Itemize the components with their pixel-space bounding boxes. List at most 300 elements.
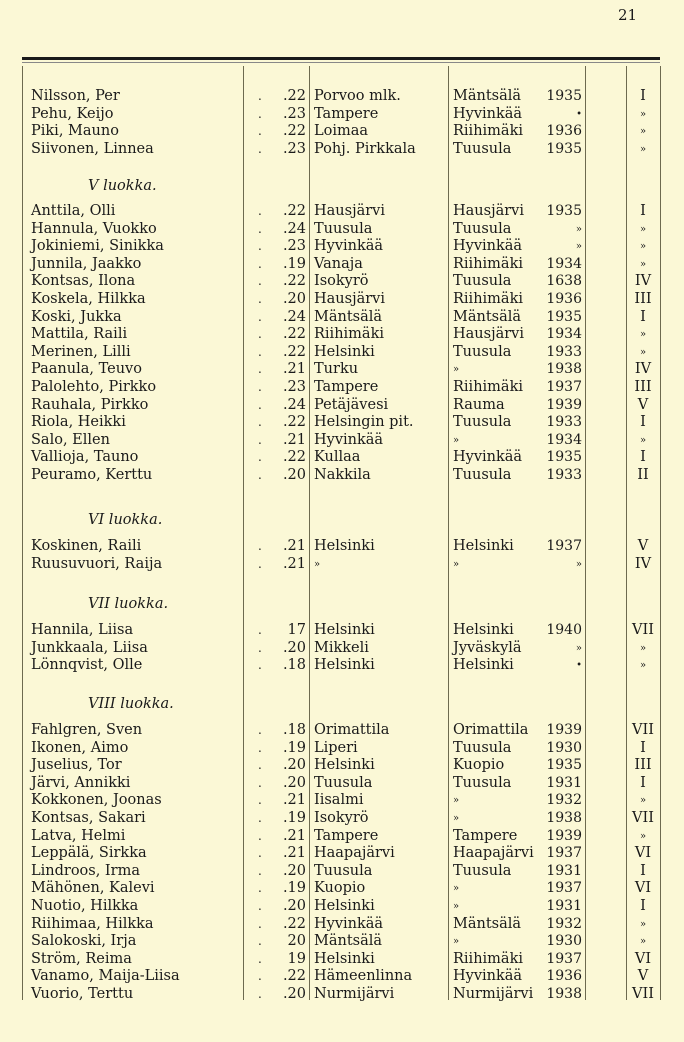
age-cell: .20 bbox=[282, 898, 306, 914]
leader-dot: . bbox=[258, 758, 262, 773]
residence-cell: Tuusula bbox=[453, 273, 512, 290]
residence-cell: » bbox=[453, 364, 460, 376]
age-cell: .23 bbox=[282, 379, 306, 395]
year-cell: 1935 bbox=[546, 757, 582, 774]
year-cell: 1937 bbox=[546, 845, 582, 862]
year-cell: 1931 bbox=[546, 862, 582, 879]
class-cell: I bbox=[640, 449, 646, 466]
birthplace-cell: Helsinki bbox=[314, 622, 375, 638]
leader-dot: . bbox=[258, 987, 262, 1001]
age-cell: .20 bbox=[282, 986, 306, 1002]
age-cell: .21 bbox=[282, 827, 306, 844]
leader-dot: . bbox=[258, 740, 262, 755]
class-cell: » bbox=[639, 126, 647, 138]
class-cell: I bbox=[640, 862, 646, 879]
year-cell: » bbox=[575, 241, 582, 253]
residence-cell: Kuopio bbox=[453, 757, 505, 774]
birthplace-cell: Porvoo mlk. bbox=[314, 88, 401, 104]
section-heading: V luokka. bbox=[88, 178, 157, 194]
birthplace-cell: Hyvinkää bbox=[314, 238, 384, 255]
birthplace-cell: Vanaja bbox=[314, 255, 363, 272]
class-cell: II bbox=[637, 467, 649, 483]
class-cell: III bbox=[634, 291, 652, 307]
leader-dot: . bbox=[258, 106, 262, 121]
table-row bbox=[0, 309, 684, 326]
table-row bbox=[0, 344, 684, 361]
year-cell: » bbox=[575, 558, 582, 570]
birthplace-cell: Helsingin pit. bbox=[314, 414, 414, 431]
leader-dot: . bbox=[258, 916, 262, 931]
table-row bbox=[0, 951, 684, 968]
leader-dot: . bbox=[258, 141, 262, 156]
class-cell: I bbox=[640, 414, 646, 431]
age-cell: .22 bbox=[282, 326, 306, 343]
name-cell: Lönnqvist, Olle bbox=[31, 657, 143, 674]
name-cell: Salo, Ellen bbox=[31, 431, 110, 448]
age-cell: .22 bbox=[282, 203, 306, 219]
residence-cell: Helsinki bbox=[453, 622, 514, 638]
name-cell: Juselius, Tor bbox=[31, 757, 122, 774]
class-cell: V bbox=[637, 968, 649, 985]
table-row bbox=[0, 467, 684, 484]
table-row bbox=[0, 622, 684, 639]
age-cell: .24 bbox=[282, 220, 306, 237]
year-cell: 1939 bbox=[546, 396, 582, 413]
class-cell: » bbox=[639, 918, 647, 930]
year-cell: 1935 bbox=[546, 308, 582, 325]
table-row bbox=[0, 968, 684, 985]
name-cell: Rauhala, Pirkko bbox=[31, 396, 149, 413]
name-cell: Ikonen, Aimo bbox=[31, 739, 129, 756]
age-cell: .20 bbox=[282, 639, 306, 656]
birthplace-cell: Helsinki bbox=[314, 343, 375, 360]
class-cell: » bbox=[639, 258, 647, 270]
year-cell: 1937 bbox=[546, 379, 582, 395]
age-cell: .24 bbox=[282, 396, 306, 413]
age-cell: .19 bbox=[282, 880, 306, 897]
name-cell: Järvi, Annikki bbox=[31, 774, 131, 791]
leader-dot: . bbox=[258, 415, 262, 430]
age-cell: .18 bbox=[282, 722, 306, 738]
name-cell: Anttila, Olli bbox=[31, 203, 116, 219]
residence-cell: Hyvinkää bbox=[453, 968, 523, 985]
birthplace-cell: Helsinki bbox=[314, 898, 375, 914]
class-cell: » bbox=[639, 329, 647, 341]
age-cell: .22 bbox=[282, 449, 306, 466]
birthplace-cell: Helsinki bbox=[314, 757, 375, 774]
birthplace-cell: Hyvinkää bbox=[314, 915, 384, 932]
birthplace-cell: » bbox=[314, 558, 321, 570]
table-row bbox=[0, 238, 684, 255]
birthplace-cell: Tuusula bbox=[314, 774, 373, 791]
birthplace-cell: Isokyrö bbox=[314, 810, 369, 826]
table-row bbox=[0, 880, 684, 897]
name-cell: Nilsson, Per bbox=[31, 88, 120, 104]
birthplace-cell: Nurmijärvi bbox=[314, 986, 395, 1002]
table-row bbox=[0, 828, 684, 845]
age-cell: .22 bbox=[282, 273, 306, 290]
year-cell: 1937 bbox=[546, 950, 582, 967]
table-row bbox=[0, 898, 684, 915]
leader-dot: . bbox=[258, 723, 262, 737]
table-row bbox=[0, 256, 684, 273]
table-row bbox=[0, 740, 684, 757]
residence-cell: Riihimäki bbox=[453, 379, 523, 395]
birthplace-cell: Mäntsälä bbox=[314, 933, 383, 950]
birthplace-cell: Hausjärvi bbox=[314, 203, 385, 219]
year-cell: 1931 bbox=[546, 774, 582, 791]
class-cell: » bbox=[639, 830, 647, 842]
age-cell: .19 bbox=[282, 255, 306, 272]
table-row bbox=[0, 397, 684, 414]
leader-dot: . bbox=[258, 362, 262, 377]
year-cell: • bbox=[576, 660, 582, 672]
class-cell: VII bbox=[632, 722, 654, 738]
leader-dot: . bbox=[258, 793, 262, 808]
name-cell: Lindroos, Irma bbox=[31, 862, 140, 879]
leader-dot: . bbox=[258, 309, 262, 324]
class-cell: V bbox=[637, 538, 649, 554]
class-cell: VII bbox=[632, 622, 654, 638]
leader-dot: . bbox=[258, 881, 262, 896]
birthplace-cell: Hämeenlinna bbox=[314, 968, 413, 985]
age-cell: .21 bbox=[282, 792, 306, 809]
class-cell: III bbox=[634, 757, 652, 774]
name-cell: Leppälä, Sirkka bbox=[31, 845, 147, 862]
residence-cell: Hyvinkää bbox=[453, 449, 523, 466]
year-cell: 1932 bbox=[546, 792, 582, 809]
leader-dot: . bbox=[258, 640, 262, 655]
birthplace-cell: Isokyrö bbox=[314, 273, 369, 290]
birthplace-cell: Helsinki bbox=[314, 657, 375, 674]
leader-dot: . bbox=[258, 89, 262, 103]
year-cell: 1933 bbox=[546, 414, 582, 431]
birthplace-cell: Tampere bbox=[314, 827, 379, 844]
leader-dot: . bbox=[258, 539, 262, 553]
leader-dot: . bbox=[258, 623, 262, 637]
top-rule-thin bbox=[22, 62, 660, 63]
age-cell: .20 bbox=[282, 467, 306, 483]
age-cell: .19 bbox=[282, 739, 306, 756]
leader-dot: . bbox=[258, 380, 262, 394]
leader-dot: . bbox=[258, 658, 262, 673]
residence-cell: » bbox=[453, 901, 460, 912]
leader-dot: . bbox=[258, 274, 262, 289]
residence-cell: Orimattila bbox=[453, 722, 529, 738]
table-row bbox=[0, 203, 684, 220]
table-row bbox=[0, 291, 684, 308]
name-cell: Hannula, Vuokko bbox=[31, 220, 157, 237]
age-cell: 19 bbox=[287, 950, 306, 967]
name-cell: Paanula, Teuvo bbox=[31, 361, 142, 378]
class-cell: » bbox=[639, 795, 647, 807]
class-cell: » bbox=[639, 223, 647, 235]
birthplace-cell: Haapajärvi bbox=[314, 845, 395, 862]
residence-cell: Nurmijärvi bbox=[453, 986, 534, 1002]
residence-cell: » bbox=[453, 883, 460, 895]
leader-dot: . bbox=[258, 811, 262, 825]
class-cell: III bbox=[634, 379, 652, 395]
leader-dot: . bbox=[258, 124, 262, 139]
residence-cell: » bbox=[453, 936, 460, 948]
name-cell: Ruusuvuori, Raija bbox=[31, 555, 163, 572]
table-row bbox=[0, 657, 684, 674]
birthplace-cell: Liperi bbox=[314, 739, 358, 756]
table-row bbox=[0, 449, 684, 466]
year-cell: 1930 bbox=[546, 739, 582, 756]
year-cell: 1936 bbox=[546, 123, 582, 140]
residence-cell: Rauma bbox=[453, 396, 505, 413]
year-cell: 1939 bbox=[546, 827, 582, 844]
class-cell: I bbox=[640, 203, 646, 219]
residence-cell: Tuusula bbox=[453, 220, 512, 237]
class-cell: IV bbox=[634, 555, 652, 572]
class-cell: » bbox=[639, 642, 647, 654]
class-cell: VI bbox=[634, 950, 652, 967]
leader-dot: . bbox=[258, 221, 262, 236]
residence-cell: Tuusula bbox=[453, 343, 512, 360]
birthplace-cell: Tampere bbox=[314, 105, 379, 122]
name-cell: Peuramo, Kerttu bbox=[31, 467, 153, 483]
residence-cell: Riihimäki bbox=[453, 255, 523, 272]
class-cell: VII bbox=[632, 986, 654, 1002]
birthplace-cell: Hausjärvi bbox=[314, 291, 385, 307]
year-cell: 1934 bbox=[546, 255, 582, 272]
age-cell: .21 bbox=[282, 431, 306, 448]
leader-dot: . bbox=[258, 468, 262, 482]
class-cell: V bbox=[637, 396, 649, 413]
class-cell: » bbox=[639, 241, 647, 253]
name-cell: Latva, Helmi bbox=[31, 827, 126, 844]
year-cell: 1931 bbox=[546, 898, 582, 914]
name-cell: Koskinen, Raili bbox=[31, 538, 142, 554]
birthplace-cell: Kuopio bbox=[314, 880, 366, 897]
age-cell: .20 bbox=[282, 774, 306, 791]
age-cell: .22 bbox=[282, 968, 306, 985]
residence-cell: Mäntsälä bbox=[453, 915, 522, 932]
residence-cell: Tuusula bbox=[453, 414, 512, 431]
year-cell: 1935 bbox=[546, 449, 582, 466]
class-cell: » bbox=[639, 660, 647, 672]
name-cell: Palolehto, Pirkko bbox=[31, 379, 157, 395]
leader-dot: . bbox=[258, 344, 262, 359]
leader-dot: . bbox=[258, 256, 262, 271]
year-cell: 1935 bbox=[546, 140, 582, 157]
birthplace-cell: Helsinki bbox=[314, 950, 375, 967]
birthplace-cell: Orimattila bbox=[314, 722, 390, 738]
age-cell: 17 bbox=[287, 622, 306, 638]
leader-dot: . bbox=[258, 828, 262, 843]
birthplace-cell: Tuusula bbox=[314, 862, 373, 879]
name-cell: Kontsas, Sakari bbox=[31, 810, 146, 826]
class-cell: » bbox=[639, 434, 647, 446]
table-row bbox=[0, 88, 684, 105]
birthplace-cell: Helsinki bbox=[314, 538, 375, 554]
table-row bbox=[0, 538, 684, 555]
age-cell: .20 bbox=[282, 757, 306, 774]
class-cell: I bbox=[640, 308, 646, 325]
table-row bbox=[0, 810, 684, 827]
residence-cell: Tuusula bbox=[453, 140, 512, 157]
section-heading: VII luokka. bbox=[88, 596, 169, 612]
section-heading: VI luokka. bbox=[88, 512, 163, 528]
leader-dot: . bbox=[258, 432, 262, 447]
table-row bbox=[0, 916, 684, 933]
name-cell: Kontsas, Ilona bbox=[31, 273, 136, 290]
year-cell: 1935 bbox=[546, 88, 582, 104]
name-cell: Kokkonen, Joonas bbox=[31, 792, 162, 809]
name-cell: Piki, Mauno bbox=[31, 123, 119, 140]
name-cell: Vuorio, Terttu bbox=[31, 986, 134, 1002]
class-cell: VI bbox=[634, 845, 652, 862]
table-row bbox=[0, 141, 684, 158]
birthplace-cell: Hyvinkää bbox=[314, 431, 384, 448]
name-cell: Jokiniemi, Sinikka bbox=[31, 238, 164, 255]
residence-cell: » bbox=[453, 558, 460, 570]
residence-cell: Helsinki bbox=[453, 657, 514, 674]
table-row bbox=[0, 556, 684, 573]
residence-cell: Tuusula bbox=[453, 862, 512, 879]
year-cell: 1932 bbox=[546, 915, 582, 932]
age-cell: .18 bbox=[282, 657, 306, 674]
year-cell: 1937 bbox=[546, 538, 582, 554]
residence-cell: Tampere bbox=[453, 827, 518, 844]
age-cell: 20 bbox=[287, 933, 306, 950]
table-row bbox=[0, 863, 684, 880]
year-cell: 1938 bbox=[546, 986, 582, 1002]
residence-cell: Haapajärvi bbox=[453, 845, 534, 862]
top-rule bbox=[22, 57, 660, 60]
birthplace-cell: Tuusula bbox=[314, 220, 373, 237]
year-cell: • bbox=[576, 108, 582, 120]
name-cell: Vallioja, Tauno bbox=[31, 449, 139, 466]
age-cell: .20 bbox=[282, 862, 306, 879]
name-cell: Vanamo, Maija-Liisa bbox=[31, 968, 180, 985]
name-cell: Mähönen, Kalevi bbox=[31, 880, 155, 897]
leader-dot: . bbox=[258, 775, 262, 790]
residence-cell: Hyvinkää bbox=[453, 238, 523, 255]
table-row bbox=[0, 845, 684, 862]
birthplace-cell: Mäntsälä bbox=[314, 308, 383, 325]
year-cell: 1940 bbox=[546, 622, 582, 638]
leader-dot: . bbox=[258, 397, 262, 412]
name-cell: Hannila, Liisa bbox=[31, 622, 134, 638]
name-cell: Pehu, Keijo bbox=[31, 105, 114, 122]
residence-cell: Helsinki bbox=[453, 538, 514, 554]
age-cell: .21 bbox=[282, 555, 306, 572]
year-cell: 1936 bbox=[546, 291, 582, 307]
year-cell: 1937 bbox=[546, 880, 582, 897]
table-row bbox=[0, 326, 684, 343]
name-cell: Koskela, Hilkka bbox=[31, 291, 146, 307]
class-cell: VII bbox=[632, 810, 654, 826]
class-cell: I bbox=[640, 774, 646, 791]
age-cell: .24 bbox=[282, 308, 306, 325]
name-cell: Riola, Heikki bbox=[31, 414, 126, 431]
leader-dot: . bbox=[258, 239, 262, 254]
table-row bbox=[0, 986, 684, 1003]
leader-dot: . bbox=[258, 934, 262, 949]
leader-dot: . bbox=[258, 450, 262, 465]
name-cell: Koski, Jukka bbox=[31, 308, 122, 325]
class-cell: IV bbox=[634, 361, 652, 378]
year-cell: 1936 bbox=[546, 968, 582, 985]
birthplace-cell: Iisalmi bbox=[314, 792, 364, 809]
age-cell: .22 bbox=[282, 343, 306, 360]
residence-cell: Riihimäki bbox=[453, 950, 523, 967]
name-cell: Junnila, Jaakko bbox=[31, 255, 142, 272]
year-cell: 1933 bbox=[546, 343, 582, 360]
leader-dot: . bbox=[258, 556, 262, 571]
year-cell: 1938 bbox=[546, 361, 582, 378]
residence-cell: Hausjärvi bbox=[453, 326, 524, 343]
name-cell: Mattila, Raili bbox=[31, 326, 128, 343]
age-cell: .21 bbox=[282, 538, 306, 554]
class-cell: » bbox=[639, 143, 647, 155]
table-row bbox=[0, 432, 684, 449]
age-cell: .23 bbox=[282, 105, 306, 122]
residence-cell: Tuusula bbox=[453, 739, 512, 756]
table-row bbox=[0, 757, 684, 774]
table-row bbox=[0, 792, 684, 809]
residence-cell: » bbox=[453, 795, 460, 807]
year-cell: 1938 bbox=[546, 810, 582, 826]
birthplace-cell: Petäjävesi bbox=[314, 396, 389, 413]
age-cell: .20 bbox=[282, 291, 306, 307]
residence-cell: Mäntsälä bbox=[453, 308, 522, 325]
residence-cell: Riihimäki bbox=[453, 123, 523, 140]
birthplace-cell: Nakkila bbox=[314, 467, 371, 483]
age-cell: .21 bbox=[282, 361, 306, 378]
name-cell: Merinen, Lilli bbox=[31, 343, 131, 360]
birthplace-cell: Kullaa bbox=[314, 449, 361, 466]
leader-dot: . bbox=[258, 204, 262, 218]
residence-cell: » bbox=[453, 813, 460, 824]
year-cell: » bbox=[575, 642, 582, 654]
birthplace-cell: Mikkeli bbox=[314, 639, 369, 656]
birthplace-cell: Pohj. Pirkkala bbox=[314, 140, 416, 157]
table-row bbox=[0, 722, 684, 739]
table-row bbox=[0, 106, 684, 123]
class-cell: I bbox=[640, 898, 646, 914]
residence-cell: Tuusula bbox=[453, 467, 512, 483]
age-cell: .22 bbox=[282, 123, 306, 140]
year-cell: » bbox=[575, 223, 582, 235]
age-cell: .23 bbox=[282, 238, 306, 255]
class-cell: VI bbox=[634, 880, 652, 897]
name-cell: Siivonen, Linnea bbox=[31, 140, 154, 157]
residence-cell: Hausjärvi bbox=[453, 203, 524, 219]
year-cell: 1638 bbox=[546, 273, 582, 290]
table-row bbox=[0, 123, 684, 140]
residence-cell: Tuusula bbox=[453, 774, 512, 791]
age-cell: .19 bbox=[282, 810, 306, 826]
section-heading: VIII luokka. bbox=[88, 696, 174, 712]
age-cell: .22 bbox=[282, 88, 306, 104]
class-cell: » bbox=[639, 108, 647, 120]
name-cell: Ström, Reima bbox=[31, 950, 132, 967]
leader-dot: . bbox=[258, 899, 262, 913]
birthplace-cell: Riihimäki bbox=[314, 326, 384, 343]
table-row bbox=[0, 361, 684, 378]
class-cell: I bbox=[640, 88, 646, 104]
residence-cell: Mäntsälä bbox=[453, 88, 522, 104]
leader-dot: . bbox=[258, 863, 262, 878]
age-cell: .22 bbox=[282, 915, 306, 932]
residence-cell: Jyväskylä bbox=[453, 639, 522, 656]
table-row bbox=[0, 775, 684, 792]
table-row bbox=[0, 414, 684, 431]
